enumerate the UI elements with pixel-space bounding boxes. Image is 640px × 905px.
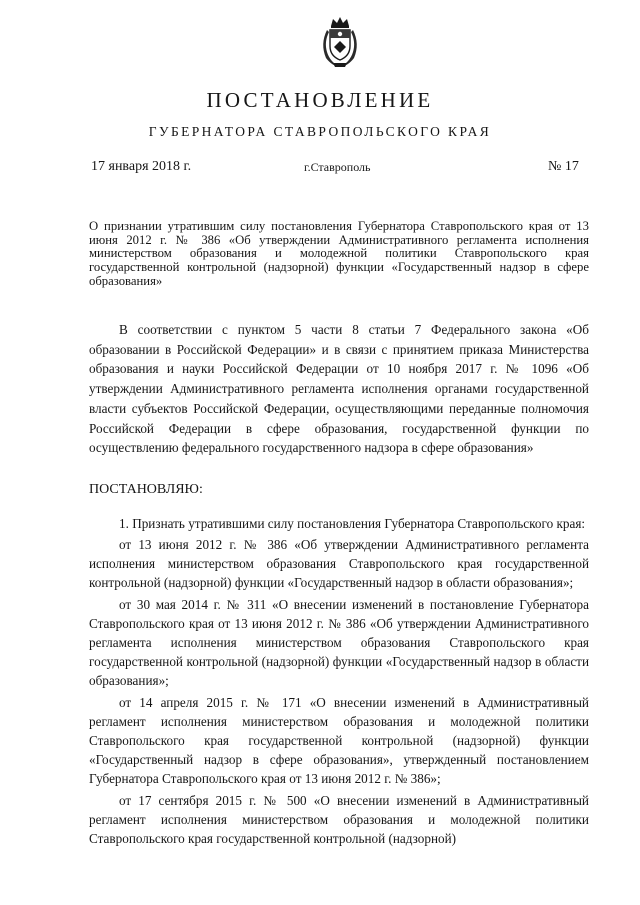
decree-item: от 17 сентября 2015 г. № 500 «О внесении изменений в Административный регламент исполнения министерством образования и молодежной политики Ставропольского края государственной контрольной (надзорной) xyxy=(89,793,589,846)
document-city: г.Ставрополь xyxy=(304,160,371,174)
decree-item: 1. Признать утратившими силу постановления Губернатора Ставропольского края: xyxy=(119,516,586,531)
document-date: 17 января 2018 г. xyxy=(91,159,192,174)
decree-items xyxy=(89,514,589,851)
document-heading: О признании утратившим силу постановления Губернатора Ставропольского края от 13 июня 2012 г. № 386 «Об утверждении Административного регламента исполнения министерством образования и молодежной политики Ставропольского края государственной контрольной (надзорной) функции «Государственный надзор в сфере образования» xyxy=(89,219,589,288)
decree-item: от 13 июня 2012 г. № 386 «Об утверждении Административного регламента исполнения министерством образования Ставропольского края государственной контрольной (надзорной) функции «Государственный надзор в области образования»; xyxy=(89,537,589,590)
document-number: № 17 xyxy=(548,159,579,174)
decree-item: от 30 мая 2014 г. № 311 «О внесении изменений в постановление Губернатора Ставропольского края от 13 июня 2012 г. № 386 «Об утверждении Административного регламента исполнения министерством образования Ставропольского края государственной контрольной (надзорной) функции «Государственный надзор в области образования»; xyxy=(89,597,589,688)
coat-of-arms-emblem xyxy=(318,14,362,70)
document-subtitle: ГУБЕРНАТОРА СТАВРОПОЛЬСКОГО КРАЯ xyxy=(148,124,492,139)
document-title: ПОСТАНОВЛЕНИЕ xyxy=(206,88,434,112)
decree-item: от 14 апреля 2015 г. № 171 «О внесении изменений в Административный регламент исполнения министерством образования и молодежной политики Ставропольского края государственной контрольной (надзорной) функции «Государственный надзор в сфере образования», утвержденный постановлением Губернатора Ставропольского края от 13 июня 2012 г. № 386»; xyxy=(89,695,589,786)
decree-word: ПОСТАНОВЛЯЮ: xyxy=(89,482,203,497)
preamble-paragraph: В соответствии с пунктом 5 части 8 статьи 7 Федерального закона «Об образовании в Российской Федерации» и в связи с принятием приказа Министерства образования и науки Российской Федерации от 10 ноября 2017 г. № 1096 «Об утверждении Административного регламента исполнения органами государственной власти субъектов Российской Федерации, осуществляющими переданные полномочия Российской Федерации в сфере образования, государственной функции по осуществлению федерального государственного надзора в сфере образования» xyxy=(89,322,589,456)
